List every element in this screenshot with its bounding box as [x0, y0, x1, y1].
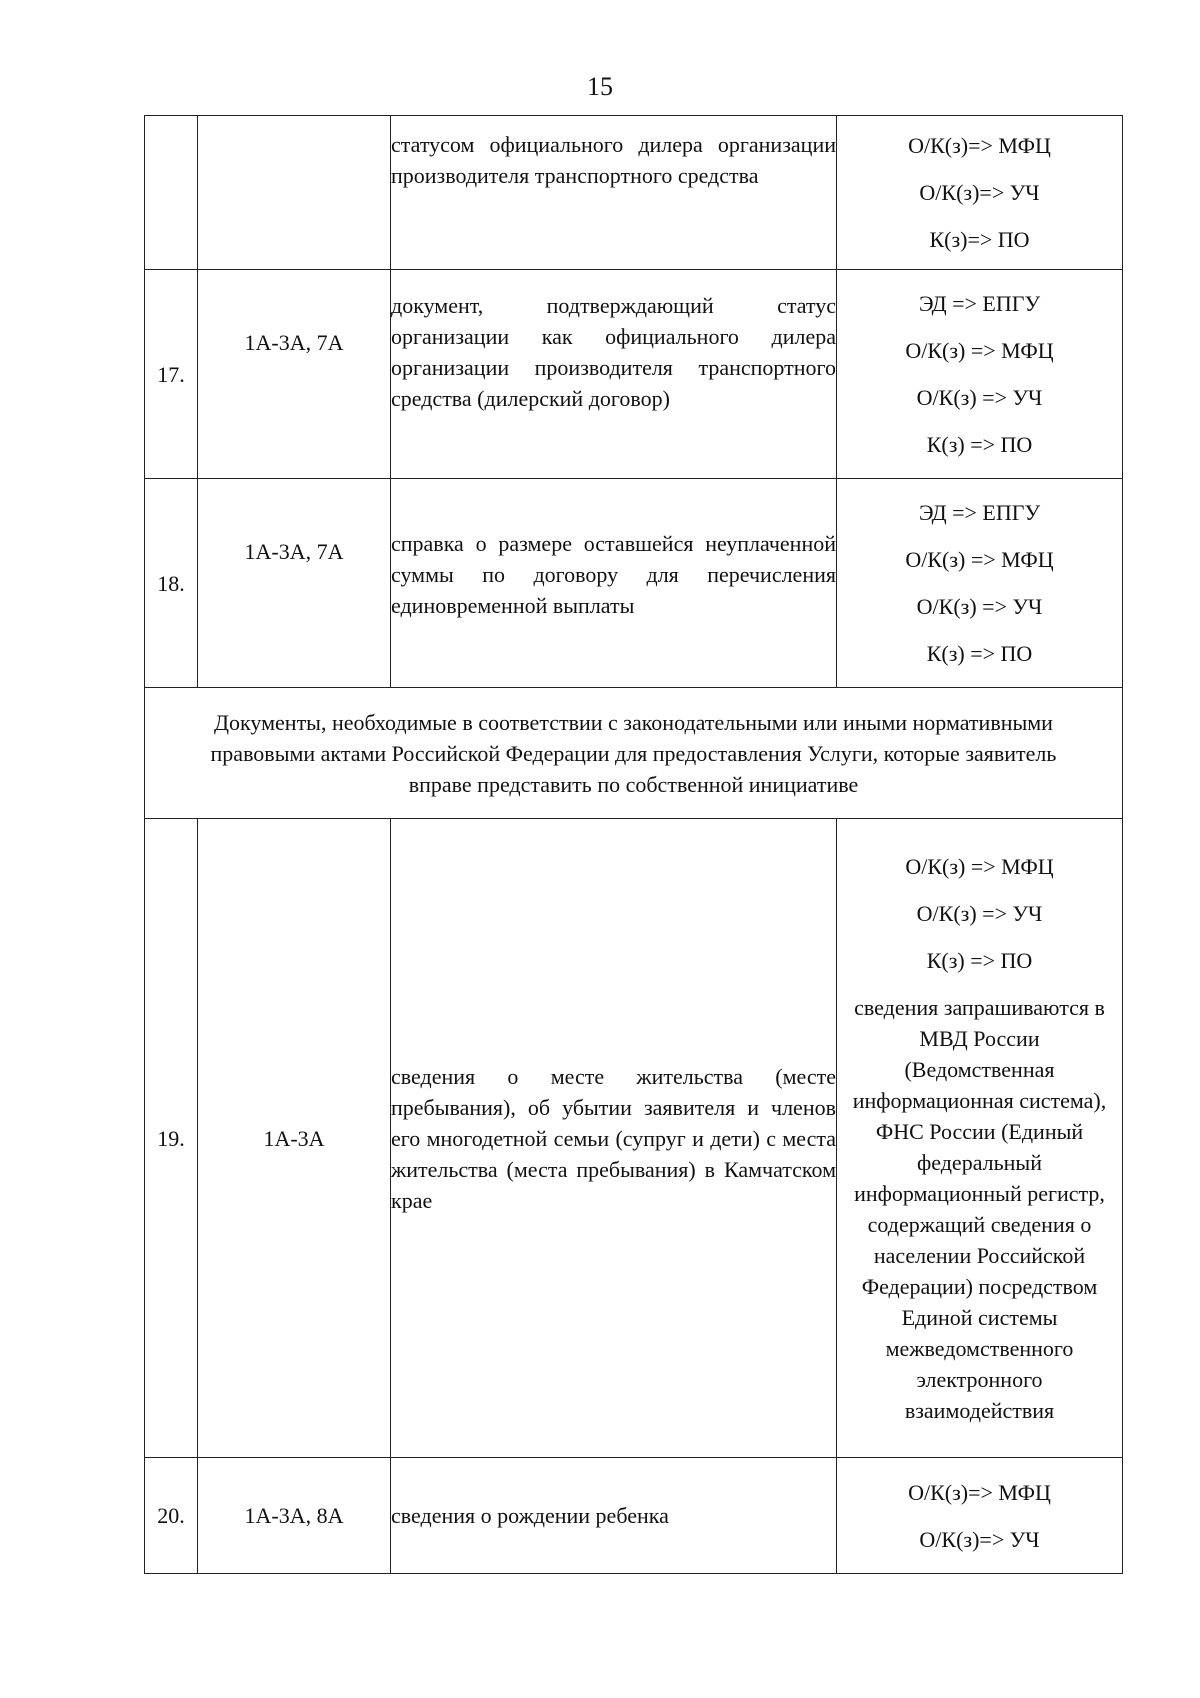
page-number: 15: [587, 72, 613, 101]
applicant-category-cell: 1А-3А, 8А: [198, 1458, 391, 1574]
section-heading-row: [145, 688, 1123, 819]
row-number-cell: 20.: [145, 1458, 198, 1574]
submission-routes-cell: [837, 819, 1123, 1458]
submission-route: О/К(з) => МФЦ: [905, 338, 1054, 363]
interagency-request-note: сведения запрашиваются в МВД России (Ведомственная информационная система), ФНС России (Единый федеральный информационный регистр, содержащий сведения о населении Российской Федерации) посредством Единой системы межведомственного электронного взаимодействия: [852, 994, 1107, 1423]
document-description: сведения о месте жительства (месте пребывания), об убытии заявителя и членов его многодетной семьи (супруг и дети) с места жительства (места пребывания) в Камчатском крае: [391, 1063, 836, 1213]
document-description: справка о размере оставшейся неуплаченной суммы по договору для перечисления единовременной выплаты: [391, 531, 836, 618]
row-number-cell: 19.: [145, 819, 198, 1458]
submission-route: К(з) => ПО: [926, 641, 1033, 666]
submission-route: О/К(з)=> МФЦ: [908, 1479, 1051, 1505]
document-description: документ, подтверждающий статус организации как официального дилера организации производителя транспортного средства (дилерский договор): [391, 293, 836, 411]
document-description-cell: [391, 479, 837, 688]
row-number-cell: 18.: [145, 479, 198, 688]
submission-route: К(з) => ПО: [926, 432, 1033, 457]
section-heading-line: вправе представить по собственной инициативе: [408, 771, 859, 797]
submission-route: К(з)=> ПО: [929, 227, 1030, 252]
document-description-cell: [391, 116, 837, 270]
row-number-cell: 17.: [145, 270, 198, 479]
document-description-cell: [391, 1458, 837, 1574]
applicant-category-cell: [198, 116, 391, 270]
submission-route: О/К(з) => МФЦ: [905, 853, 1054, 879]
applicant-category-cell: 1А-3А, 7А: [198, 270, 391, 479]
submission-route: О/К(з) => УЧ: [916, 594, 1043, 619]
table-row: [145, 270, 1123, 479]
document-description: статусом официального дилера организации производителя транспортного средства: [391, 132, 836, 188]
table-row: [145, 116, 1123, 270]
section-heading-line: Документы, необходимые в соответствии с законодательными или иными нормативными: [214, 709, 1053, 735]
section-heading-line: правовыми актами Российской Федерации для предоставления Услуги, которые заявитель: [210, 740, 1057, 766]
submission-route: О/К(з)=> УЧ: [919, 1526, 1040, 1552]
submission-route: ЭД => ЕПГУ: [918, 291, 1041, 316]
submission-routes-cell: [837, 116, 1123, 270]
submission-route: О/К(з)=> УЧ: [919, 180, 1040, 205]
submission-routes-cell: [837, 1458, 1123, 1574]
document-description: сведения о рождении ребенка: [391, 1503, 669, 1528]
applicant-category-cell: 1А-3А, 7А: [198, 479, 391, 688]
table-row: [145, 1458, 1123, 1574]
document-description-cell: [391, 819, 837, 1458]
submission-route: О/К(з) => МФЦ: [905, 547, 1054, 572]
submission-route: О/К(з) => УЧ: [916, 385, 1043, 410]
section-heading: [145, 688, 1123, 819]
applicant-category-cell: 1А-3А: [198, 819, 391, 1458]
row-number-cell: [145, 116, 198, 270]
submission-route: О/К(з) => УЧ: [916, 900, 1043, 926]
submission-route: О/К(з)=> МФЦ: [908, 133, 1051, 158]
table-row: [145, 479, 1123, 688]
submission-routes-cell: [837, 270, 1123, 479]
submission-route: ЭД => ЕПГУ: [918, 500, 1041, 525]
documents-table: [144, 115, 1123, 1574]
submission-route: К(з) => ПО: [926, 947, 1033, 973]
submission-routes-cell: [837, 479, 1123, 688]
document-description-cell: [391, 270, 837, 479]
table-row: [145, 819, 1123, 1458]
